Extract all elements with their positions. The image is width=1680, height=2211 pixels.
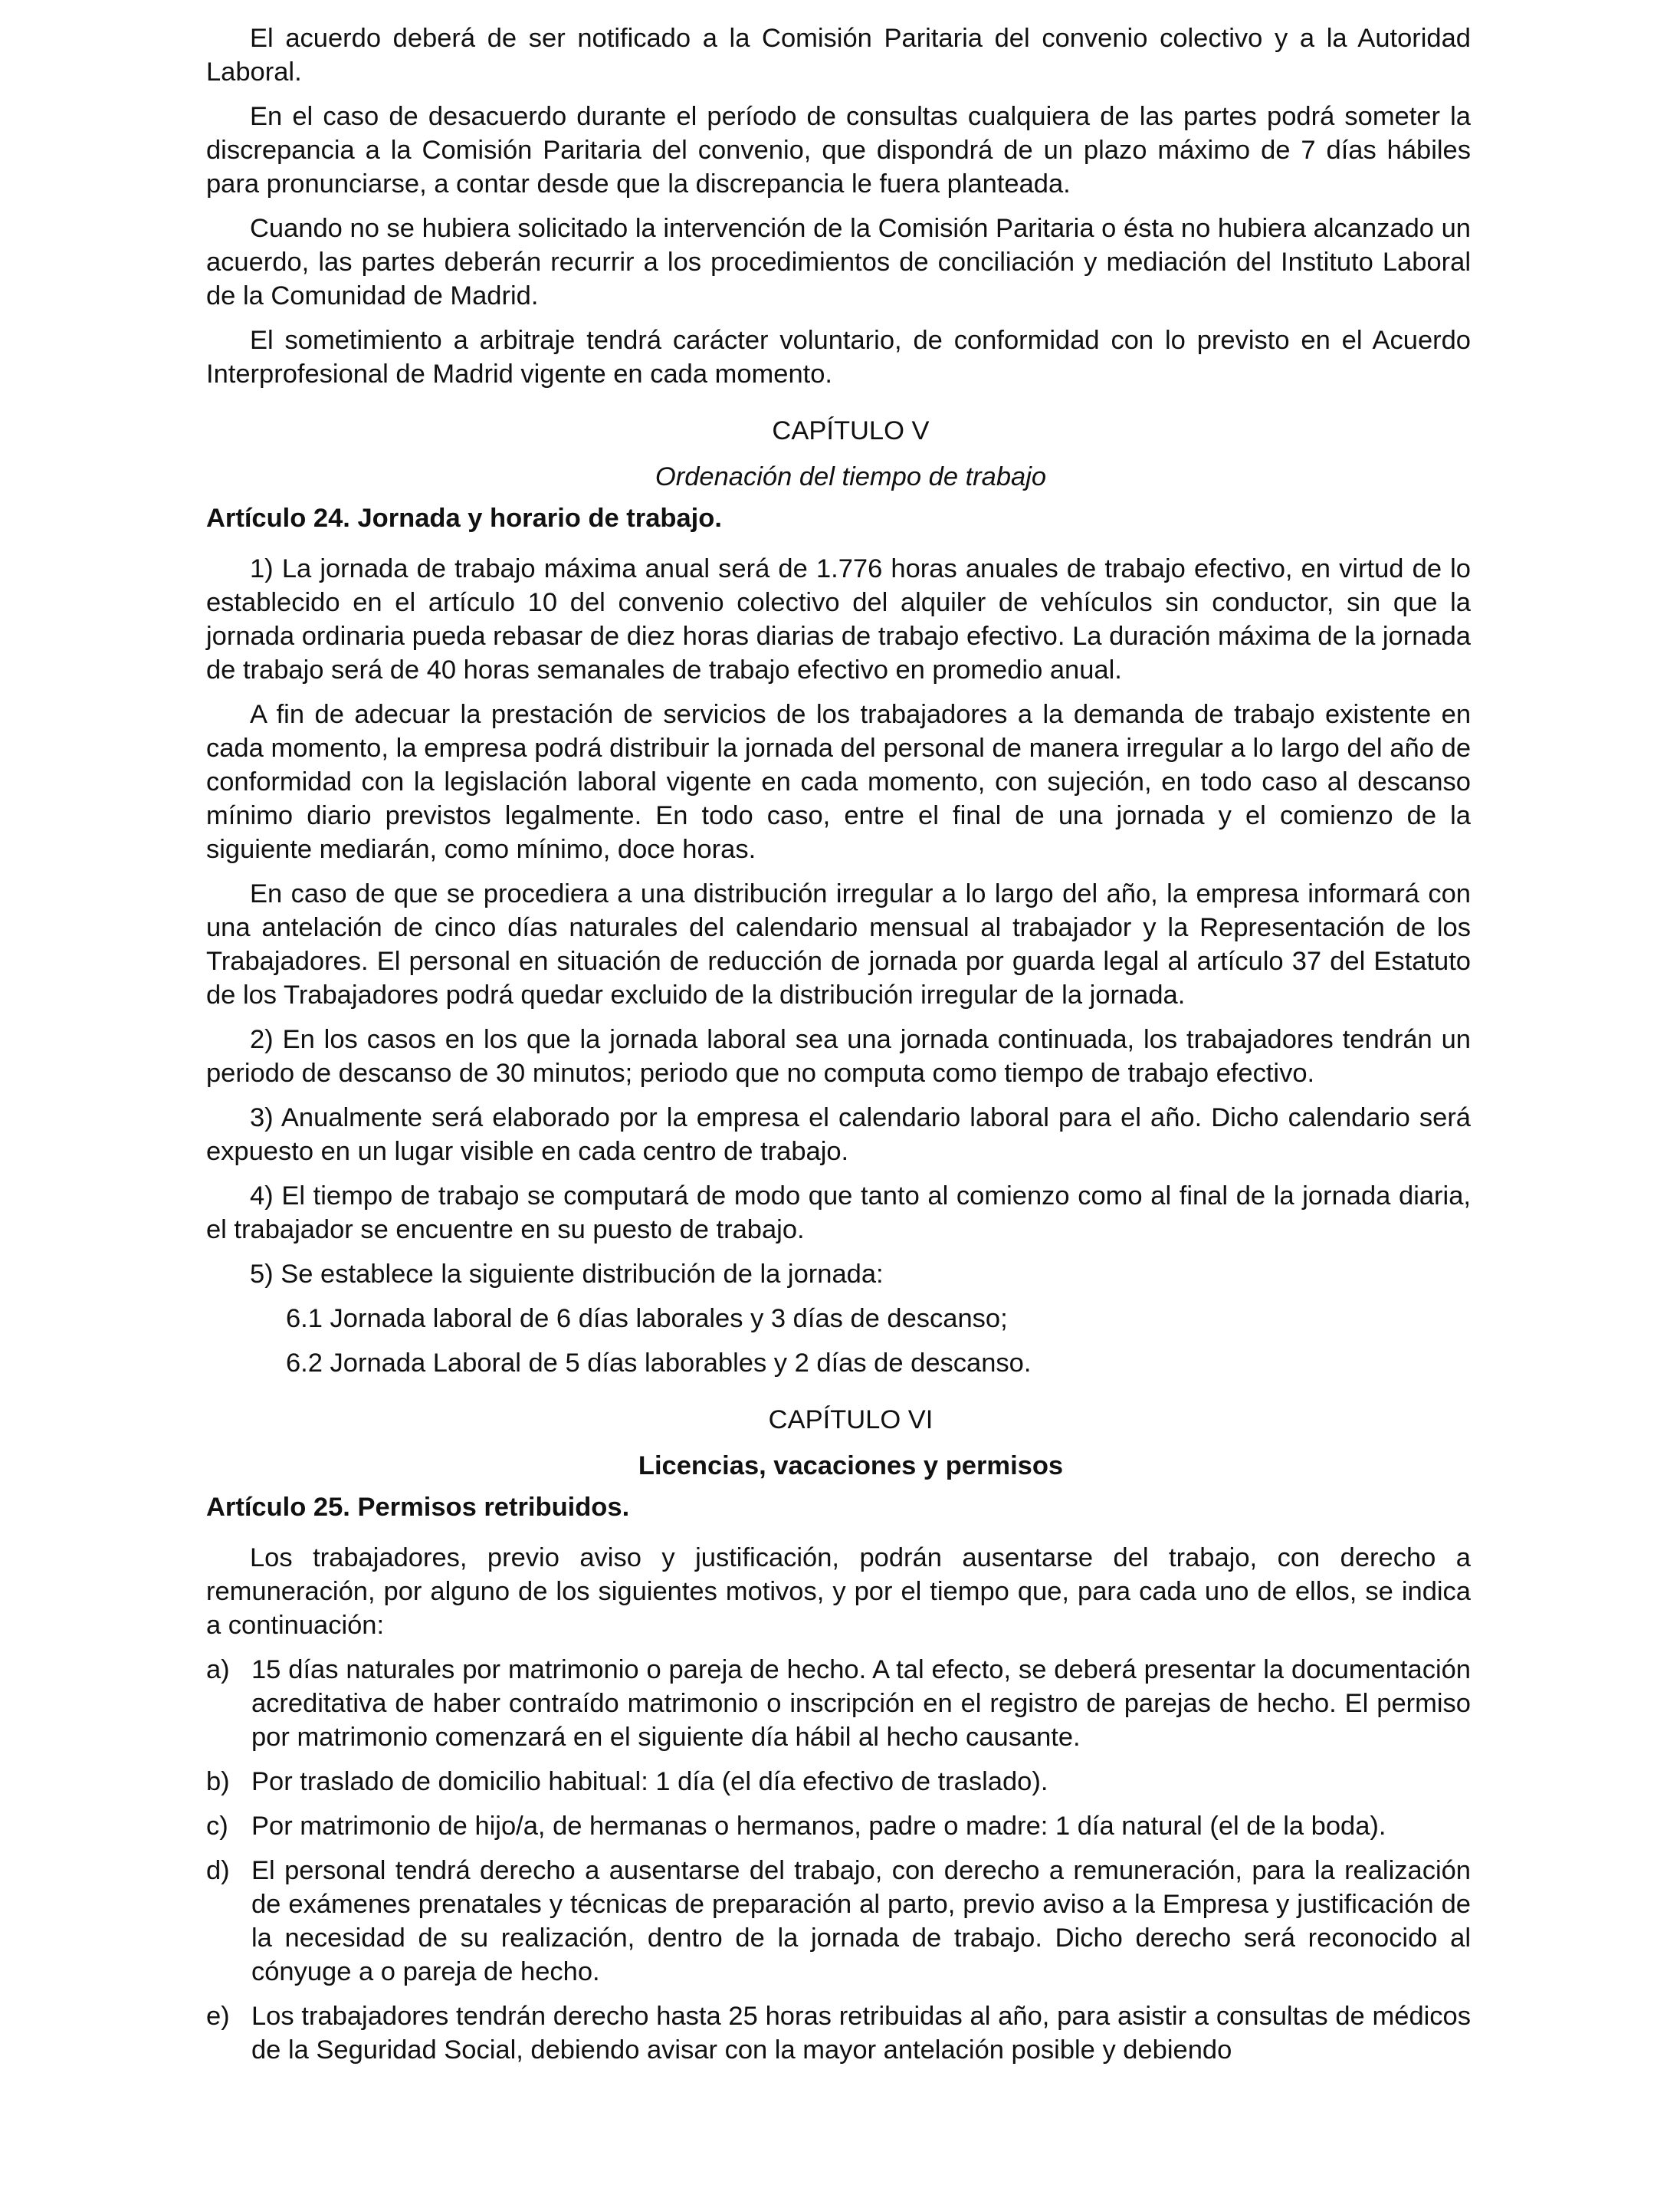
list-item-letter: c) [206, 1812, 228, 1841]
list-item-text: El personal tendrá derecho a ausentarse del trabajo, con derecho a remuneración, para la realización de exámenes prenatales y técnicas de preparación al parto, previo aviso a la Empresa y justificación de la necesidad de su realización, dentro de la jornada de trabajo. Dicho derecho será reconocido al cónyuge a o pareja de hecho. [251, 1856, 1471, 1986]
paragraph: En el caso de desacuerdo durante el período de consultas cualquiera de las partes podrá someter la discrepancia a la Comisión Paritaria del convenio, que dispondrá de un plazo máximo de 7 días hábiles para pronunciarse, a contar desde que la discrepancia le fuera planteada. [206, 102, 1471, 199]
list-item-letter: b) [206, 1767, 230, 1796]
paragraph: 2) En los casos en los que la jornada laboral sea una jornada continuada, los trabajadores tendrán un periodo de descanso de 30 minutos; periodo que no computa como tiempo de trabajo efectivo. [206, 1025, 1471, 1088]
list-item-text: Por matrimonio de hijo/a, de hermanas o hermanos, padre o madre: 1 día natural (el de la boda). [251, 1812, 1386, 1841]
list-item-text: Los trabajadores tendrán derecho hasta 25 horas retribuidas al año, para asistir a consultas de médicos de la Seguridad Social, debiendo avisar con la mayor antelación posible y debiendo [251, 2002, 1471, 2065]
paragraph: 1) La jornada de trabajo máxima anual será de 1.776 horas anuales de trabajo efectivo, en virtud de lo establecido en el artículo 10 del convenio colectivo del alquiler de vehículos sin conductor, sin que la jornada ordinaria pueda rebasar de diez horas diarias de trabajo efectivo. La duración máxima de la jornada de trabajo será de 40 horas semanales de trabajo efectivo en promedio anual. [206, 554, 1471, 685]
chapter-heading: CAPÍTULO V [772, 416, 930, 445]
schedule-list [206, 1302, 1471, 1380]
list-item [206, 1999, 1471, 2067]
list-item-letter: a) [206, 1655, 230, 1684]
list-item-text: 15 días naturales por matrimonio o pareja de hecho. A tal efecto, se deberá presentar la documentación acreditativa de haber contraído matrimonio o inscripción en el registro de parejas de hecho. El permiso por matrimonio comenzará en el siguiente día hábil al hecho causante. [251, 1655, 1471, 1752]
list-item: 6.2 Jornada Laboral de 5 días laborables y 2 días de descanso. [286, 1349, 1032, 1378]
paragraph: Los trabajadores, previo aviso y justificación, podrán ausentarse del trabajo, con derecho a remuneración, por alguno de los siguientes motivos, y por el tiempo que, para cada uno de ellos, se indica a continuación: [206, 1543, 1471, 1640]
permissions-list [206, 1653, 1471, 2067]
paragraph: 4) El tiempo de trabajo se computará de modo que tanto al comienzo como al final de la jornada diaria, el trabajador se encuentre en su puesto de trabajo. [206, 1181, 1471, 1244]
paragraph: A fin de adecuar la prestación de servicios de los trabajadores a la demanda de trabajo existente en cada momento, la empresa podrá distribuir la jornada del personal de manera irregular a lo largo del año de conformidad con la legislación laboral vigente en cada momento, con sujeción, en todo caso al descanso mínimo diario previstos legalmente. En todo caso, entre el final de una jornada y el comienzo de la siguiente mediarán, como mínimo, doce horas. [206, 700, 1471, 864]
paragraph: 3) Anualmente será elaborado por la empresa el calendario laboral para el año. Dicho calendario será expuesto en un lugar visible en cada centro de trabajo. [206, 1103, 1471, 1166]
list-item [206, 1809, 1471, 1843]
chapter-heading: CAPÍTULO VI [768, 1405, 934, 1434]
list-item-letter: d) [206, 1856, 230, 1885]
list-item [206, 1854, 1471, 1989]
paragraph: El sometimiento a arbitraje tendrá carácter voluntario, de conformidad con lo previsto en el Acuerdo Interprofesional de Madrid vigente en cada momento. [206, 326, 1471, 389]
chapter-subheading: Ordenación del tiempo de trabajo [655, 462, 1047, 491]
list-item [206, 1765, 1471, 1799]
document-page [206, 21, 1471, 2078]
paragraph: 5) Se establece la siguiente distribución de la jornada: [250, 1260, 884, 1289]
paragraph: El acuerdo deberá de ser notificado a la Comisión Paritaria del convenio colectivo y a la Autoridad Laboral. [206, 24, 1471, 87]
list-item [206, 1653, 1471, 1754]
list-item-letter: e) [206, 2002, 230, 2031]
list-item-text: Por traslado de domicilio habitual: 1 día (el día efectivo de traslado). [251, 1767, 1048, 1796]
paragraph: Cuando no se hubiera solicitado la intervención de la Comisión Paritaria o ésta no hubiera alcanzado un acuerdo, las partes deberán recurrir a los procedimientos de conciliación y mediación del Instituto Laboral de la Comunidad de Madrid. [206, 214, 1471, 310]
chapter-subheading: Licencias, vacaciones y permisos [638, 1451, 1064, 1480]
list-item: 6.1 Jornada laboral de 6 días laborales y 3 días de descanso; [286, 1304, 1008, 1333]
article-title: Artículo 24. Jornada y horario de trabajo. [206, 504, 722, 533]
paragraph: En caso de que se procediera a una distribución irregular a lo largo del año, la empresa informará con una antelación de cinco días naturales del calendario mensual al trabajador y la Representación de los Trabajadores. El personal en situación de reducción de jornada por guarda legal al artículo 37 del Estatuto de los Trabajadores podrá quedar excluido de la distribución irregular de la jornada. [206, 879, 1471, 1010]
article-title: Artículo 25. Permisos retribuidos. [206, 1493, 630, 1522]
